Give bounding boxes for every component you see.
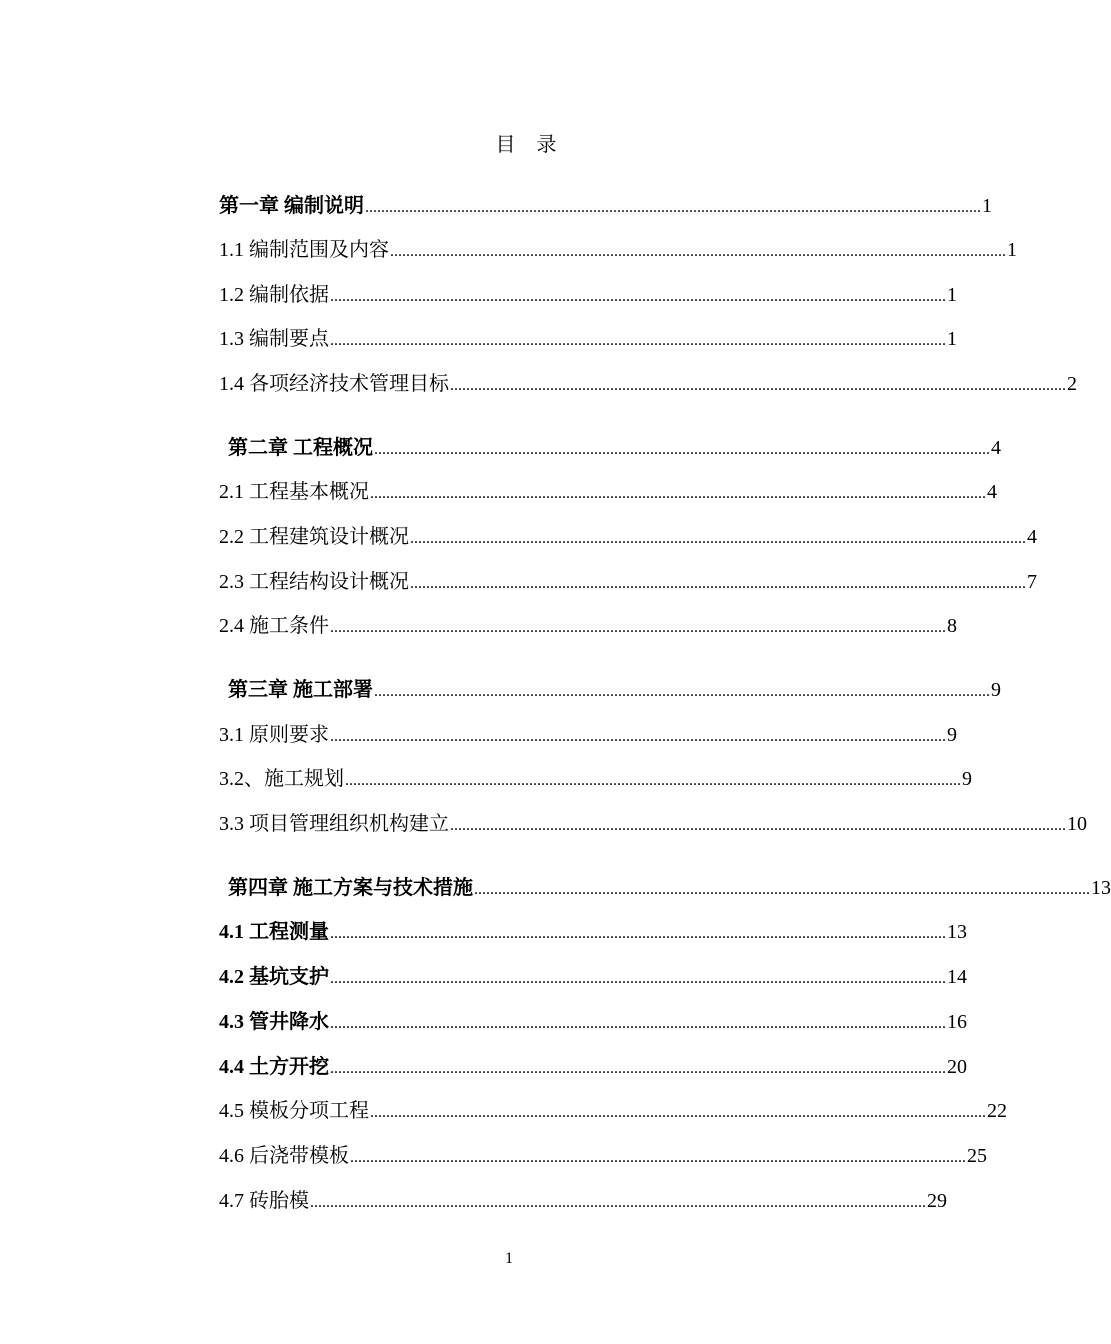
- toc-leader-dots: ..........................................................................................................................................................: [330, 728, 946, 745]
- toc-entry-page: 29: [927, 1190, 947, 1212]
- toc-entry[interactable]: [219, 522, 1037, 552]
- toc-title: 目 录: [495, 134, 565, 156]
- toc-leader-dots: ..........................................................................................................................................................: [370, 485, 986, 502]
- toc-entry[interactable]: [219, 567, 1037, 597]
- toc-entry-page: 25: [967, 1145, 987, 1167]
- toc-leader-dots: ..........................................................................................................................................................: [330, 619, 946, 636]
- toc-entry-page: 1: [947, 328, 957, 350]
- toc-entry[interactable]: [219, 764, 972, 794]
- toc-entry[interactable]: [219, 873, 1111, 903]
- toc-entry[interactable]: [219, 235, 1017, 265]
- toc-entry-label: 4.7 砖胎模: [219, 1190, 309, 1212]
- toc-leader-dots: ..........................................................................................................................................................: [345, 772, 961, 789]
- toc-entry-label: 2.3 工程结构设计概况: [219, 571, 409, 593]
- toc-leader-dots: ..........................................................................................................................................................: [330, 925, 946, 942]
- toc-entry-page: 10: [1067, 813, 1087, 835]
- toc-leader-dots: ..........................................................................................................................................................: [450, 377, 1066, 394]
- toc-leader-dots: ..........................................................................................................................................................: [330, 1015, 946, 1032]
- toc-entry[interactable]: [219, 611, 957, 641]
- toc-entry-page: 1: [947, 284, 957, 306]
- toc-entry-label: 1.4 各项经济技术管理目标: [219, 373, 449, 395]
- toc-entry-label: 第三章 施工部署: [228, 679, 373, 701]
- toc-leader-dots: ..........................................................................................................................................................: [474, 881, 1090, 898]
- toc-entry-page: 9: [962, 768, 972, 790]
- page-number: 1: [505, 1250, 513, 1267]
- toc-entry[interactable]: [219, 962, 967, 992]
- toc-entry[interactable]: [219, 324, 957, 354]
- toc-entry[interactable]: [219, 809, 1087, 839]
- toc-entry[interactable]: [219, 280, 957, 310]
- toc-entry-label: 3.3 项目管理组织机构建立: [219, 813, 449, 835]
- toc-entry-label: 3.1 原则要求: [219, 724, 329, 746]
- toc-entry[interactable]: [219, 433, 1001, 463]
- toc-entry-page: 4: [991, 437, 1001, 459]
- toc-entry[interactable]: [219, 191, 992, 221]
- toc-entry-page: 4: [1027, 526, 1037, 548]
- toc-entry-label: 4.3 管井降水: [219, 1011, 329, 1033]
- toc-entry[interactable]: [219, 1186, 947, 1216]
- toc-entry-label: 4.1 工程测量: [219, 921, 329, 943]
- toc-entry-label: 1.3 编制要点: [219, 328, 329, 350]
- toc-leader-dots: ..........................................................................................................................................................: [330, 970, 946, 987]
- toc-entry-label: 4.2 基坑支护: [219, 966, 329, 988]
- toc-entry-page: 7: [1027, 571, 1037, 593]
- toc-leader-dots: ..........................................................................................................................................................: [350, 1149, 966, 1166]
- toc-entry-page: 9: [947, 724, 957, 746]
- toc-entry-page: 16: [947, 1011, 967, 1033]
- toc-leader-dots: ..........................................................................................................................................................: [374, 683, 990, 700]
- toc-leader-dots: ..........................................................................................................................................................: [410, 530, 1026, 547]
- toc-entry[interactable]: [219, 675, 1001, 705]
- toc-entry[interactable]: [219, 1141, 987, 1171]
- toc-entry-page: 1: [982, 195, 992, 217]
- toc-leader-dots: ..........................................................................................................................................................: [390, 243, 1006, 260]
- toc-entry-label: 第一章 编制说明: [219, 195, 364, 217]
- toc-leader-dots: ..........................................................................................................................................................: [450, 817, 1066, 834]
- toc-entry-page: 20: [947, 1056, 967, 1078]
- toc-entry-label: 第四章 施工方案与技术措施: [228, 877, 473, 899]
- toc-leader-dots: ..........................................................................................................................................................: [330, 288, 946, 305]
- toc-entry-page: 1: [1007, 239, 1017, 261]
- toc-leader-dots: ..........................................................................................................................................................: [310, 1194, 926, 1211]
- toc-entry-label: 2.2 工程建筑设计概况: [219, 526, 409, 548]
- toc-entry-label: 3.2、施工规划: [219, 768, 344, 790]
- toc-entry-label: 4.5 模板分项工程: [219, 1100, 369, 1122]
- toc-entry[interactable]: [219, 720, 957, 750]
- toc-leader-dots: ..........................................................................................................................................................: [365, 199, 981, 216]
- toc-entry-label: 2.4 施工条件: [219, 615, 329, 637]
- toc-entry-label: 2.1 工程基本概况: [219, 481, 369, 503]
- toc-entry-page: 14: [947, 966, 967, 988]
- toc-leader-dots: ..........................................................................................................................................................: [410, 575, 1026, 592]
- toc-entry-page: 4: [987, 481, 997, 503]
- toc-entry-label: 1.1 编制范围及内容: [219, 239, 389, 261]
- toc-leader-dots: ..........................................................................................................................................................: [330, 1060, 946, 1077]
- toc-entry-label: 1.2 编制依据: [219, 284, 329, 306]
- toc-entry[interactable]: [219, 477, 997, 507]
- toc-leader-dots: ..........................................................................................................................................................: [330, 332, 946, 349]
- toc-leader-dots: ..........................................................................................................................................................: [374, 441, 990, 458]
- toc-entry-page: 22: [987, 1100, 1007, 1122]
- toc-entry[interactable]: [219, 1007, 967, 1037]
- toc-entry-page: 13: [947, 921, 967, 943]
- toc-entry-page: 2: [1067, 373, 1077, 395]
- toc-entry-page: 13: [1091, 877, 1111, 899]
- toc-entry-label: 4.6 后浇带模板: [219, 1145, 349, 1167]
- toc-entry[interactable]: [219, 1096, 1007, 1126]
- toc-entry-page: 9: [991, 679, 1001, 701]
- toc-entry-page: 8: [947, 615, 957, 637]
- toc-entry[interactable]: [219, 917, 967, 947]
- toc-entry-label: 4.4 土方开挖: [219, 1056, 329, 1078]
- toc-entry[interactable]: [219, 1052, 967, 1082]
- toc-entry[interactable]: [219, 369, 1077, 399]
- toc-leader-dots: ..........................................................................................................................................................: [370, 1104, 986, 1121]
- toc-entry-label: 第二章 工程概况: [228, 437, 373, 459]
